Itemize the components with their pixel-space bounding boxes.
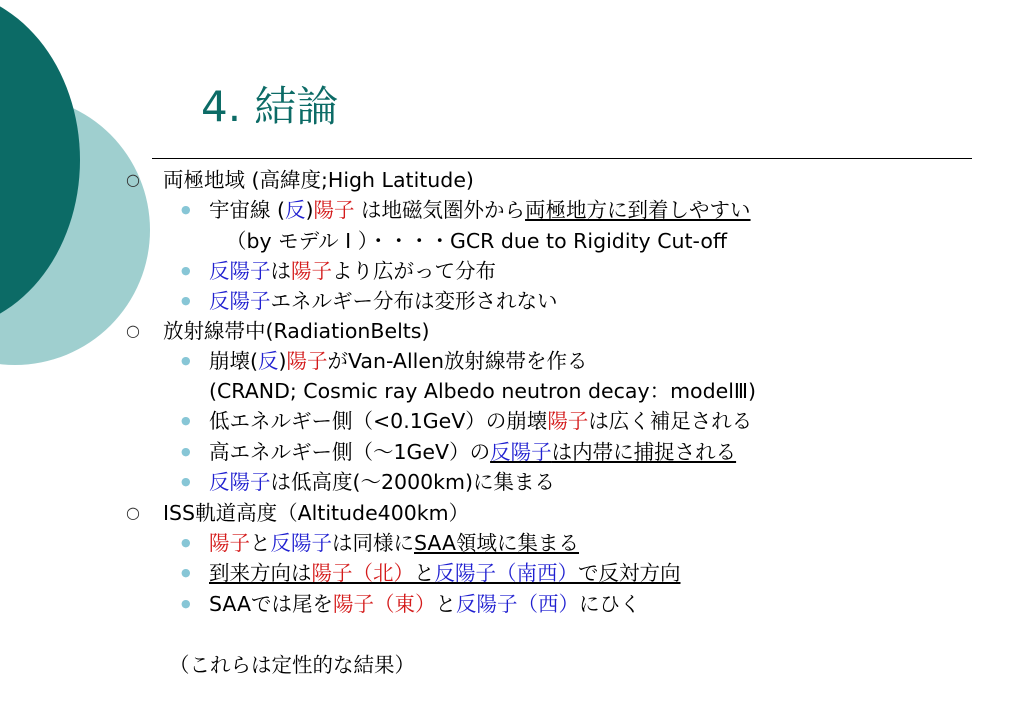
slide-title: 4. 結論 [201,82,339,131]
text-fragment-blue: 反陽子 [209,470,271,494]
text-fragment-blue: 反陽子 [490,440,552,464]
text-fragment: は地磁気圏外から [354,198,526,222]
bullet-marker: ○ [126,170,140,189]
section-heading-iss-orbit: ISS軌道高度（Altitude400km） [163,501,470,525]
section-heading-radiation-belts: 放射線帯中(RadiationBelts) [163,319,430,343]
text-fragment-blue: 反陽子（西） [456,592,580,616]
text-fragment-red: 陽子（北） [311,561,414,585]
text-fragment: 低エネルギー側（<0.1GeV）の崩壊 [209,409,548,433]
footer-note: （これらは定性的な結果） [169,653,415,677]
list-item [209,559,681,587]
list-item [209,196,751,224]
sub-bullet-marker: ● [181,445,191,458]
text-fragment-red: 陽子 [547,409,589,433]
text-fragment-red: 陽子 [209,531,250,555]
bullet-marker: ○ [126,321,140,340]
list-item-continuation: （by モデル I ）・・・・GCR due to Rigidity Cut-off [226,229,727,253]
text-fragment: SAAでは尾を [209,592,334,616]
text-fragment: 崩壊( [209,349,258,373]
sub-bullet-marker: ● [181,597,191,610]
text-fragment-blue: 反陽子 [209,289,271,313]
text-fragment: 到来方向は [209,561,312,585]
text-fragment-red: 陽子 [291,259,332,283]
list-item [209,590,641,618]
text-fragment: は広く補足される [588,409,753,433]
text-fragment: より広がって分布 [332,259,496,283]
text-fragment-blue: 反 [285,198,306,222]
text-fragment-blue: 反陽子 [270,531,332,555]
text-fragment: で反対方向 [578,561,681,585]
list-item [209,529,579,557]
text-fragment-underlined: SAA領域に集まる [414,531,580,555]
text-fragment-underlined: 両極地方に到着しやすい [525,198,751,222]
text-fragment-red: 陽子（東） [333,592,436,616]
text-fragment: は低高度(～2000km)に集まる [270,470,556,494]
text-fragment-blue: 反 [258,349,279,373]
text-fragment: と [414,561,435,585]
text-fragment-red: 陽子 [313,198,355,222]
text-fragment-blue: 反陽子（南西） [434,561,578,585]
text-fragment: 宇宙線 ( [209,198,286,222]
text-fragment: にひく [579,592,641,616]
title-divider [152,158,972,159]
list-item [209,468,555,496]
list-item-continuation: (CRAND; Cosmic ray Albedo neutron decay：modelⅢ) [209,379,757,403]
text-fragment: と [250,531,271,555]
text-fragment: ) [278,349,287,373]
list-item [209,438,736,466]
list-item [209,407,752,435]
list-item [209,287,558,315]
sub-bullet-marker: ● [181,414,191,427]
text-fragment: がVan-Allen放射線帯を作る [327,349,588,373]
bullet-marker: ○ [126,503,140,522]
text-fragment: ) [305,198,314,222]
sub-bullet-marker: ● [181,203,191,216]
text-fragment: は [270,259,291,283]
text-fragment: と [435,592,457,616]
text-fragment: エネルギー分布は変形されない [270,289,558,313]
text-fragment-underlined: は内帯に捕捉される [551,440,737,464]
text-fragment-blue: 反陽子 [209,259,271,283]
sub-bullet-marker: ● [181,354,191,367]
text-fragment-red: 陽子 [286,349,328,373]
text-fragment: 高エネルギー側（～1GeV）の [209,440,491,464]
list-item [209,347,587,375]
sub-bullet-marker: ● [181,475,191,488]
sub-bullet-marker: ● [181,294,191,307]
list-item [209,257,496,285]
section-heading-polar: 両極地域 (高緯度;High Latitude) [163,168,474,192]
sub-bullet-marker: ● [181,566,191,579]
text-fragment: は同様に [332,531,414,555]
sub-bullet-marker: ● [181,536,191,549]
sub-bullet-marker: ● [181,264,191,277]
